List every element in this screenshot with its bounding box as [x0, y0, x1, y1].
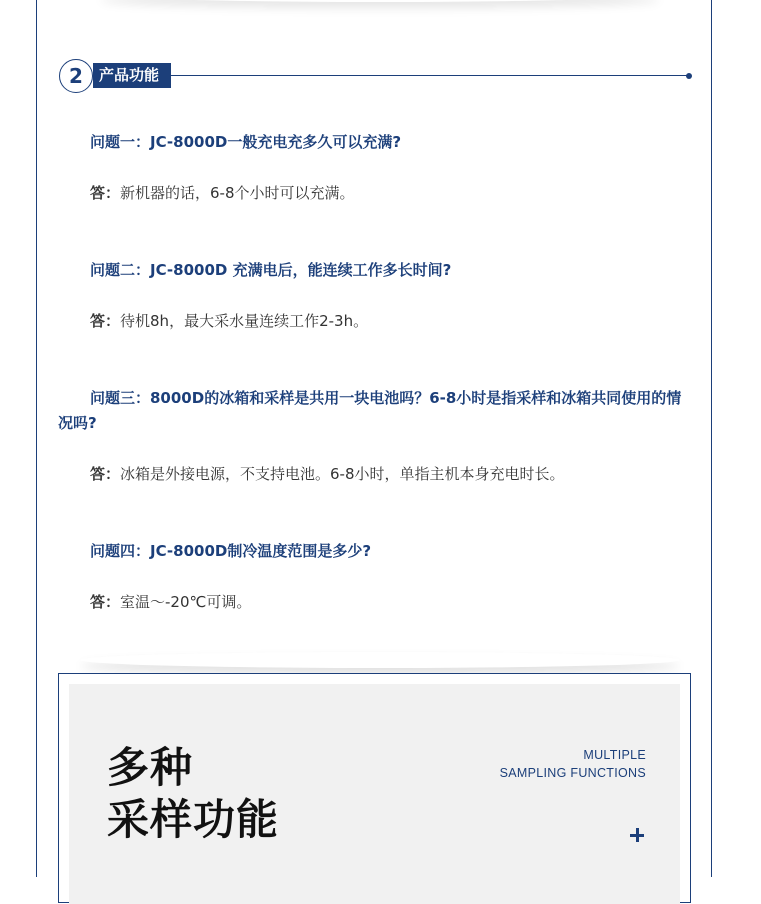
feature-card-english: [500, 746, 646, 782]
faq-answer-row: [58, 462, 696, 487]
plus-icon[interactable]: [630, 828, 644, 842]
section-divider-line: [169, 75, 689, 76]
faq-question: 问题二：JC-8000D 充满电后，能连续工作多长时间?: [90, 261, 452, 279]
faq-answer-row: [58, 590, 696, 615]
feature-card-english-line: MULTIPLE: [583, 748, 646, 762]
section-number: 2: [59, 59, 93, 93]
faq-item: [58, 258, 696, 283]
faq-item: [58, 130, 696, 155]
section-header: [59, 59, 693, 93]
feature-card-title: [107, 742, 279, 846]
faq-answer: [58, 309, 696, 334]
feature-card-title-line: 采样功能: [107, 795, 280, 844]
feature-card-english-line: SAMPLING FUNCTIONS: [499, 766, 646, 780]
answer-label: 答：: [90, 184, 121, 202]
answer-text: 冰箱是外接电源，不支持电池。6-8小时，单指主机本身充电时长。: [120, 465, 565, 483]
faq-answer-row: [58, 181, 696, 206]
answer-text: 新机器的话，6-8个小时可以充满。: [120, 184, 355, 202]
faq-question: 问题三：8000D的冰箱和采样是共用一块电池吗？6-8小时是指采样和冰箱共同使用的情况吗?: [58, 389, 682, 432]
section-divider-dot: [686, 73, 692, 79]
feature-card-title-line: 多种: [107, 743, 194, 792]
faq-answer: [58, 181, 696, 206]
faq-item: [58, 386, 696, 436]
feature-card: [58, 673, 691, 903]
faq-answer: [58, 590, 696, 615]
faq-item: [58, 539, 696, 564]
card-shadow: [80, 652, 680, 668]
answer-label: 答：: [90, 465, 121, 483]
faq-answer-row: [58, 309, 696, 334]
answer-label: 答：: [90, 593, 121, 611]
faq-question: 问题一：JC-8000D一般充电充多久可以充满?: [90, 133, 402, 151]
answer-text: 室温～-20℃可调。: [120, 593, 252, 611]
faq-answer: [58, 462, 696, 487]
answer-text: 待机8h，最大采水量连续工作2-3h。: [120, 312, 369, 330]
answer-label: 答：: [90, 312, 121, 330]
feature-card-panel: [69, 684, 680, 904]
section-title: 产品功能: [93, 63, 171, 88]
faq-question: 问题四：JC-8000D制冷温度范围是多少?: [90, 542, 372, 560]
